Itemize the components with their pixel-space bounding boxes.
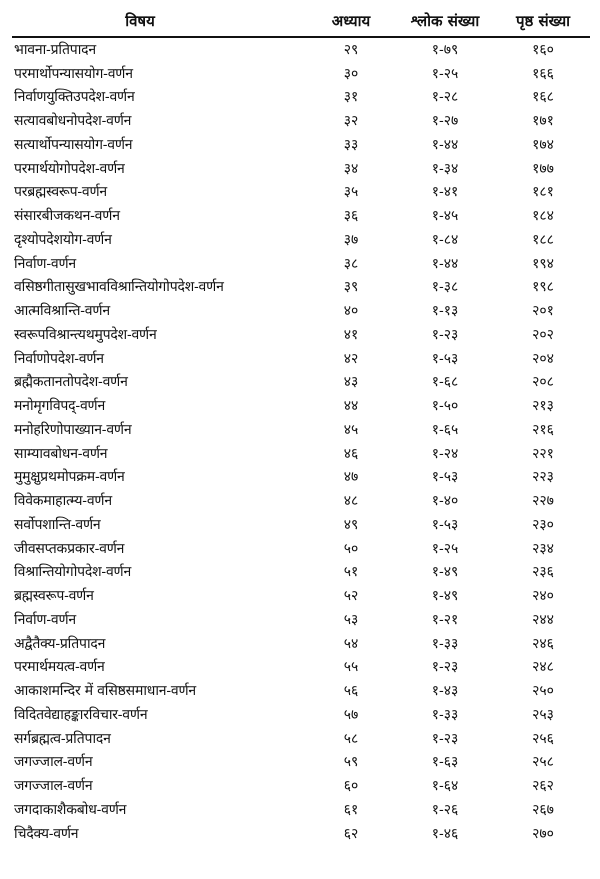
row-shloka-range: १-२७ <box>431 113 459 130</box>
row-subject: स्वरूपविश्रान्त्यथमुपदेश-वर्णन <box>14 326 157 343</box>
row-page-number: १७७ <box>532 160 554 177</box>
row-page-number: २२७ <box>532 493 554 510</box>
row-chapter: ४३ <box>343 374 359 391</box>
row-chapter: ५३ <box>343 611 359 628</box>
row-page-number: २०१ <box>532 303 554 320</box>
row-subject: परमार्थमयत्व-वर्णन <box>14 659 105 676</box>
row-shloka-range: १-४१ <box>431 184 459 201</box>
table-row <box>12 727 590 751</box>
row-shloka-range: १-२५ <box>431 65 459 82</box>
row-page-number: २४४ <box>532 611 554 628</box>
table-row <box>12 252 590 276</box>
row-chapter: ४२ <box>343 350 359 367</box>
row-page-number: २३० <box>532 516 554 533</box>
row-shloka-range: १-६५ <box>431 421 459 438</box>
table-row <box>12 133 590 157</box>
table-row <box>12 347 590 371</box>
table-row <box>12 62 590 86</box>
table-row <box>12 798 590 822</box>
row-shloka-range: १-४९ <box>431 564 459 581</box>
row-page-number: २५० <box>532 683 554 700</box>
table-row <box>12 584 590 608</box>
table-row <box>12 656 590 680</box>
row-chapter: ५६ <box>343 683 359 700</box>
row-subject: मनोमृगविपद्-वर्णन <box>14 398 106 415</box>
row-page-number: २२३ <box>532 469 554 486</box>
row-subject: सत्यार्थोपन्यासयोग-वर्णन <box>14 136 133 153</box>
row-page-number: १६८ <box>532 89 554 106</box>
row-shloka-range: १-६३ <box>431 754 459 771</box>
table-row <box>12 822 590 846</box>
table-row <box>12 751 590 775</box>
row-subject: सर्गब्रह्मत्व-प्रतिपादन <box>14 730 111 747</box>
row-page-number: २३४ <box>532 540 554 557</box>
table-row <box>12 86 590 110</box>
row-chapter: ४६ <box>343 445 359 462</box>
row-shloka-range: १-४४ <box>431 255 459 272</box>
row-chapter: ३७ <box>343 231 359 248</box>
row-shloka-range: १-४३ <box>431 683 459 700</box>
row-page-number: २१३ <box>532 398 554 415</box>
table-row <box>12 561 590 585</box>
row-chapter: २९ <box>343 41 359 58</box>
table-row <box>12 299 590 323</box>
header-row <box>12 6 590 37</box>
row-chapter: ३० <box>343 65 359 82</box>
row-subject: निर्वाणयुक्तिउपदेश-वर्णन <box>14 89 135 106</box>
row-shloka-range: १-६४ <box>431 778 459 795</box>
row-shloka-range: १-२८ <box>431 89 459 106</box>
row-shloka-range: १-२३ <box>431 326 459 343</box>
row-subject: विश्रान्तियोगोपदेश-वर्णन <box>14 564 132 581</box>
row-page-number: १७१ <box>532 113 554 130</box>
row-subject: विवेकमाहात्म्य-वर्णन <box>14 493 112 510</box>
row-subject: परमार्थयोगोपदेश-वर्णन <box>14 160 125 177</box>
row-subject: ब्रह्मस्वरूप-वर्णन <box>14 588 94 605</box>
row-shloka-range: १-३३ <box>431 706 459 723</box>
row-chapter: ३४ <box>343 160 359 177</box>
row-shloka-range: १-४६ <box>431 825 459 842</box>
row-subject: सर्वोपशान्ति-वर्णन <box>14 516 101 533</box>
row-subject: आत्मविश्रान्ति-वर्णन <box>14 303 110 320</box>
row-page-number: २४६ <box>532 635 554 652</box>
row-shloka-range: १-४० <box>431 493 459 510</box>
row-subject: विदितवेद्याहङ्कारविचार-वर्णन <box>14 706 148 723</box>
row-shloka-range: १-१३ <box>431 303 459 320</box>
row-chapter: ३५ <box>343 184 359 201</box>
header-page-count: पृष्ठ संख्या <box>496 6 590 37</box>
row-subject: आकाशमन्दिर में वसिष्ठसमाधान-वर्णन <box>14 683 196 700</box>
table-row <box>12 679 590 703</box>
row-shloka-range: १-४९ <box>431 588 459 605</box>
row-shloka-range: १-५३ <box>431 516 459 533</box>
row-chapter: ५१ <box>343 564 359 581</box>
row-subject: निर्वाण-वर्णन <box>14 255 76 272</box>
row-shloka-range: १-२४ <box>431 445 459 462</box>
row-subject: मुमुक्षुप्रथमोपक्रम-वर्णन <box>14 469 125 486</box>
row-page-number: २२१ <box>532 445 554 462</box>
row-page-number: १९४ <box>532 255 554 272</box>
table-row <box>12 37 590 62</box>
row-shloka-range: १-५३ <box>431 350 459 367</box>
row-subject: चिदैक्य-वर्णन <box>14 825 79 842</box>
table-row <box>12 204 590 228</box>
row-shloka-range: १-५३ <box>431 469 459 486</box>
row-page-number: १८८ <box>532 231 554 248</box>
row-shloka-range: १-३८ <box>431 279 459 296</box>
row-chapter: ५७ <box>343 706 359 723</box>
header-subject: विषय <box>12 6 308 37</box>
table-row <box>12 489 590 513</box>
row-subject: निर्वाण-वर्णन <box>14 611 76 628</box>
row-page-number: २५६ <box>532 730 554 747</box>
row-chapter: ५५ <box>343 659 359 676</box>
row-page-number: १८४ <box>532 208 554 225</box>
row-chapter: ४७ <box>343 469 359 486</box>
row-subject: ब्रह्मैकतानतोपदेश-वर्णन <box>14 374 128 391</box>
row-chapter: ४० <box>343 303 359 320</box>
table-row <box>12 513 590 537</box>
row-subject: साम्यावबोधन-वर्णन <box>14 445 108 462</box>
row-page-number: २३६ <box>532 564 554 581</box>
row-chapter: ५४ <box>343 635 359 652</box>
table-row <box>12 371 590 395</box>
row-shloka-range: १-२५ <box>431 540 459 557</box>
row-subject: जगदाकाशैकबोध-वर्णन <box>14 801 127 818</box>
row-page-number: २०४ <box>532 350 554 367</box>
row-chapter: ४५ <box>343 421 359 438</box>
table-row <box>12 228 590 252</box>
row-chapter: ४१ <box>343 326 359 343</box>
table-row <box>12 276 590 300</box>
row-shloka-range: १-२१ <box>431 611 459 628</box>
row-shloka-range: १-३३ <box>431 635 459 652</box>
row-chapter: ५० <box>343 540 359 557</box>
row-subject: सत्यावबोधनोपदेश-वर्णन <box>14 113 132 130</box>
row-subject: परमार्थोपन्यासयोग-वर्णन <box>14 65 133 82</box>
row-shloka-range: १-७९ <box>431 41 459 58</box>
row-page-number: २४८ <box>532 659 554 676</box>
table-row <box>12 323 590 347</box>
table-row <box>12 537 590 561</box>
row-page-number: २५३ <box>532 706 554 723</box>
row-chapter: ३८ <box>343 255 359 272</box>
header-chapter: अध्याय <box>308 6 394 37</box>
row-subject: मनोहरिणोपाख्यान-वर्णन <box>14 421 132 438</box>
row-page-number: २६७ <box>532 801 554 818</box>
row-page-number: २१६ <box>532 421 554 438</box>
contents-table <box>12 6 590 846</box>
table-row <box>12 703 590 727</box>
row-chapter: ३६ <box>343 208 359 225</box>
table-row <box>12 466 590 490</box>
row-shloka-range: १-२३ <box>431 730 459 747</box>
row-page-number: २७० <box>532 825 554 842</box>
row-chapter: ५८ <box>343 730 359 747</box>
row-shloka-range: १-२६ <box>431 801 459 818</box>
row-chapter: ५९ <box>343 754 359 771</box>
row-shloka-range: १-८४ <box>431 231 459 248</box>
row-chapter: ६२ <box>343 825 359 842</box>
row-page-number: १६० <box>532 41 554 58</box>
row-chapter: ५२ <box>343 588 359 605</box>
row-chapter: ६० <box>343 778 359 795</box>
row-chapter: ३३ <box>343 136 359 153</box>
row-shloka-range: १-६८ <box>431 374 459 391</box>
row-chapter: ४८ <box>343 493 359 510</box>
table-row <box>12 418 590 442</box>
row-subject: जीवसप्तकप्रकार-वर्णन <box>14 540 125 557</box>
table-row <box>12 394 590 418</box>
row-subject: अद्वैतैक्य-प्रतिपादन <box>14 635 106 652</box>
row-shloka-range: १-४५ <box>431 208 459 225</box>
row-subject: वसिष्ठगीतासुखभावविश्रान्तियोगोपदेश-वर्णन <box>14 279 224 296</box>
row-chapter: ४४ <box>343 398 359 415</box>
row-chapter: ४९ <box>343 516 359 533</box>
row-page-number: २०८ <box>532 374 554 391</box>
row-shloka-range: १-४४ <box>431 136 459 153</box>
row-page-number: २५८ <box>532 754 554 771</box>
table-row <box>12 632 590 656</box>
row-shloka-range: १-५० <box>431 398 459 415</box>
header-shloka-count: श्लोक संख्या <box>394 6 496 37</box>
row-subject: संसारबीजकथन-वर्णन <box>14 208 120 225</box>
row-page-number: १७४ <box>532 136 554 153</box>
row-subject: भावना-प्रतिपादन <box>14 41 96 58</box>
row-page-number: १८१ <box>532 184 554 201</box>
row-chapter: ३२ <box>343 113 359 130</box>
row-page-number: १९८ <box>532 279 554 296</box>
row-subject: जगज्जाल-वर्णन <box>14 778 93 795</box>
row-page-number: २६२ <box>532 778 554 795</box>
table-row <box>12 442 590 466</box>
row-page-number: १६६ <box>532 65 554 82</box>
row-chapter: ३९ <box>343 279 359 296</box>
row-page-number: २०२ <box>532 326 554 343</box>
row-shloka-range: १-३४ <box>431 160 459 177</box>
row-chapter: ६१ <box>343 801 359 818</box>
row-page-number: २४० <box>532 588 554 605</box>
table-row <box>12 157 590 181</box>
table-row <box>12 774 590 798</box>
row-chapter: ३१ <box>343 89 359 106</box>
table-row <box>12 608 590 632</box>
row-subject: दृश्योपदेशयोग-वर्णन <box>14 231 112 248</box>
row-shloka-range: १-२३ <box>431 659 459 676</box>
row-subject: जगज्जाल-वर्णन <box>14 754 93 771</box>
row-subject: निर्वाणोपदेश-वर्णन <box>14 350 104 367</box>
table-row <box>12 109 590 133</box>
table-row <box>12 181 590 205</box>
row-subject: परब्रह्मस्वरूप-वर्णन <box>14 184 107 201</box>
